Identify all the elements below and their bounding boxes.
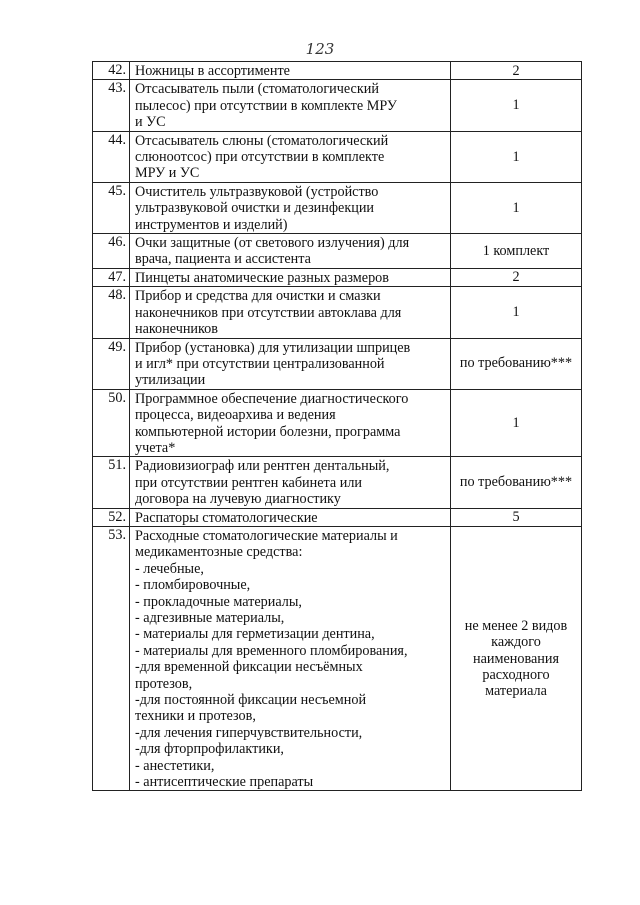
row-number: 42. xyxy=(93,62,130,80)
table-row xyxy=(93,338,582,389)
table-row xyxy=(93,62,582,80)
table-row xyxy=(93,287,582,338)
row-number: 44. xyxy=(93,131,130,182)
table-row xyxy=(93,182,582,233)
table-row xyxy=(93,234,582,269)
row-number: 53. xyxy=(93,526,130,791)
item-name-line: Распаторы стоматологические xyxy=(135,509,318,526)
item-name-line: -для постоянной фиксации несъемной xyxy=(135,692,367,709)
item-name-line: - материалы для герметизации дентина, xyxy=(135,626,375,643)
item-name-line: - материалы для временного пломбирования, xyxy=(135,642,408,659)
item-quantity xyxy=(451,526,582,791)
row-number: 52. xyxy=(93,508,130,526)
item-quantity-line: 2 xyxy=(512,269,520,286)
item-name xyxy=(130,131,451,182)
item-name-line: техники и протезов, xyxy=(135,708,256,725)
table-row xyxy=(93,508,582,526)
item-name-line: процесса, видеоархива и ведения xyxy=(135,407,336,424)
row-number: 45. xyxy=(93,182,130,233)
item-name-line: при отсутствии рентген кабинета или xyxy=(135,474,363,491)
item-name-line: Прибор и средства для очистки и смазки xyxy=(135,288,381,305)
item-name-line: - анестетики, xyxy=(135,757,215,774)
item-name xyxy=(130,457,451,508)
item-quantity-line: 1 xyxy=(512,199,520,216)
item-name-line: Отсасыватель слюны (стоматологический xyxy=(135,132,389,149)
table-row xyxy=(93,268,582,286)
item-name-line: -для лечения гиперчувствительности, xyxy=(135,724,363,741)
item-quantity-line: 2 xyxy=(512,62,520,79)
item-quantity-line: по требованию*** xyxy=(459,355,573,372)
item-quantity-line: 1 xyxy=(512,148,520,165)
item-name-line: пылесос) при отсутствии в комплекте МРУ xyxy=(135,97,397,114)
item-quantity xyxy=(451,508,582,526)
item-name xyxy=(130,526,451,791)
item-name-line: ультразвуковой очистки и дезинфекции xyxy=(135,200,375,217)
row-number: 50. xyxy=(93,389,130,457)
item-name xyxy=(130,80,451,131)
equipment-table xyxy=(92,61,582,791)
item-name xyxy=(130,389,451,457)
item-name-line: Очки защитные (от светового излучения) для xyxy=(135,235,410,252)
item-name-line: наконечников при отсутствии автоклава для xyxy=(135,304,402,321)
item-name xyxy=(130,508,451,526)
item-quantity xyxy=(451,182,582,233)
row-number: 49. xyxy=(93,338,130,389)
item-name-line: протезов, xyxy=(135,675,193,692)
row-number: 51. xyxy=(93,457,130,508)
item-name xyxy=(130,287,451,338)
item-name-line: компьютерной истории болезни, программа xyxy=(135,423,401,440)
item-name-line: и игл* при отсутствии централизованной xyxy=(135,355,385,372)
item-quantity-line: наименования xyxy=(473,650,559,667)
item-name-line: учета* xyxy=(135,439,176,456)
item-name-line: инструментов и изделий) xyxy=(135,216,288,233)
item-name-line: -для временной фиксации несъёмных xyxy=(135,659,363,676)
item-name-line: Ножницы в ассортименте xyxy=(135,63,290,79)
item-quantity xyxy=(451,80,582,131)
item-quantity-line: материала xyxy=(485,683,547,700)
item-name-line: - лечебные, xyxy=(135,560,204,577)
item-quantity xyxy=(451,268,582,286)
item-name xyxy=(130,338,451,389)
table-row xyxy=(93,526,582,791)
item-quantity xyxy=(451,287,582,338)
item-name-line: Программное обеспечение диагностического xyxy=(135,390,409,407)
item-name-line: медикаментозные средства: xyxy=(135,544,303,561)
item-name-line: -для фторпрофилактики, xyxy=(135,741,284,758)
item-quantity xyxy=(451,62,582,80)
item-quantity xyxy=(451,131,582,182)
item-quantity xyxy=(451,338,582,389)
item-quantity xyxy=(451,389,582,457)
item-quantity-line: по требованию*** xyxy=(459,474,573,491)
item-quantity-line: 1 xyxy=(512,97,520,114)
table-row xyxy=(93,389,582,457)
table-row xyxy=(93,457,582,508)
item-name-line: Прибор (установка) для утилизации шприцев xyxy=(135,339,411,356)
item-name-line: - антисептические препараты xyxy=(135,774,314,791)
item-name-line: - пломбировочные, xyxy=(135,577,251,594)
item-quantity xyxy=(451,234,582,269)
item-name-line: и УС xyxy=(135,114,166,131)
table-row xyxy=(93,131,582,182)
item-name-line: МРУ и УС xyxy=(135,165,200,182)
item-name-line: Отсасыватель пыли (стоматологический xyxy=(135,81,379,98)
item-quantity-line: 5 xyxy=(512,509,520,526)
equipment-table-body xyxy=(93,62,582,791)
item-quantity xyxy=(451,457,582,508)
table-row xyxy=(93,80,582,131)
item-quantity-line: 1 xyxy=(512,414,520,431)
item-quantity-line: 1 xyxy=(512,304,520,321)
item-name-line: Пинцеты анатомические разных размеров xyxy=(135,269,389,286)
item-name-line: врача, пациента и ассистента xyxy=(135,251,311,268)
item-name-line: слюноотсос) при отсутствии в комплекте xyxy=(135,149,385,166)
row-number: 43. xyxy=(93,80,130,131)
item-name-line: Расходные стоматологические материалы и xyxy=(135,527,398,544)
item-name-line: - адгезивные материалы, xyxy=(135,610,285,626)
item-name-line: наконечников xyxy=(135,321,218,338)
row-number: 46. xyxy=(93,234,130,269)
row-number: 47. xyxy=(93,268,130,286)
item-name xyxy=(130,268,451,286)
item-name-line: Радиовизиограф или рентген дентальный, xyxy=(135,458,390,475)
page-number: 123 xyxy=(305,40,335,58)
item-name-line: утилизации xyxy=(135,372,206,389)
item-name-line: - прокладочные материалы, xyxy=(135,593,302,610)
item-name-line: договора на лучевую диагностику xyxy=(135,491,341,508)
item-name-line: Очиститель ультразвуковой (устройство xyxy=(135,183,379,200)
item-name xyxy=(130,62,451,80)
item-quantity-line: расходного xyxy=(482,666,550,683)
item-quantity-line: каждого xyxy=(491,634,541,651)
item-quantity-line: не менее 2 видов xyxy=(464,617,568,634)
row-number: 48. xyxy=(93,287,130,338)
item-name xyxy=(130,182,451,233)
item-name xyxy=(130,234,451,269)
item-quantity-line: 1 комплект xyxy=(482,242,550,259)
